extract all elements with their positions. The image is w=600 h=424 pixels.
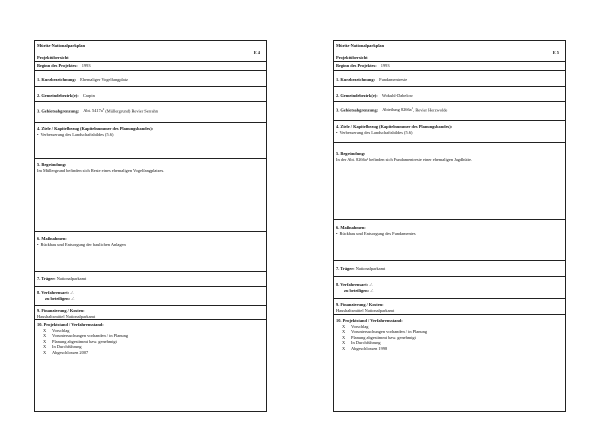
carrier-row xyxy=(35,272,266,287)
goals-row xyxy=(35,123,266,159)
short-name-label: 1. Kurzbezeichnung: xyxy=(37,77,77,82)
measures-item: • Rückbau und Entsorgung der baulichen Anlagen xyxy=(37,242,264,248)
status-text: Planung abgestimmt bzw. genehmigt xyxy=(52,338,117,344)
carrier-label: 7. Träger: xyxy=(37,276,56,281)
goals-row xyxy=(334,121,565,143)
project-sheet-e4 xyxy=(34,40,267,412)
status-text: Vorschlag xyxy=(52,327,70,333)
status-label: 10. Projektstand / Verfahrensstand: xyxy=(37,322,104,327)
procedure-value: ./. xyxy=(70,290,74,295)
participants-label: zu beteiligen: xyxy=(45,295,70,301)
measures-row xyxy=(35,232,266,272)
reason-row xyxy=(334,143,565,220)
area-sup: 1 xyxy=(411,106,414,110)
report-type: Projektübersicht xyxy=(336,55,368,60)
status-text: Abgeschlossen 1998 xyxy=(351,345,388,351)
status-item xyxy=(336,346,563,352)
participants-label: zu beteiligen: xyxy=(344,287,369,293)
area-value-a: Abt. 5417a xyxy=(83,108,103,114)
start-row xyxy=(334,62,565,71)
status-mark: X xyxy=(43,338,47,344)
reason-label: 5. Begründung: xyxy=(336,151,366,156)
short-name-value: Ehemaliger Vogelfangplatz xyxy=(80,77,128,82)
area-row xyxy=(334,102,565,121)
sheet-header xyxy=(334,41,565,62)
measures-label: 6. Maßnahmen: xyxy=(336,225,366,230)
status-mark: X xyxy=(43,327,47,333)
procedure-row xyxy=(35,287,266,306)
finance-row xyxy=(334,299,565,315)
area-value-b: , Revier Herzwolde xyxy=(413,107,448,113)
municipality-row xyxy=(334,87,565,102)
reason-text: Im Müllergrund befinden sich Reste eines ehemaligen Vogelfangplatzes. xyxy=(37,167,165,173)
short-name-label: 1. Kurzbezeichnung: xyxy=(336,77,376,82)
status-mark: X xyxy=(43,344,47,349)
status-mark: X xyxy=(342,329,346,334)
plan-title: Müritz-Nationalparkplan xyxy=(37,43,86,48)
status-mark: X xyxy=(342,323,346,329)
area-row xyxy=(35,102,266,123)
area-label: 3. Gebietsabgrenzung: xyxy=(37,108,80,114)
project-code: E 5 xyxy=(552,50,559,55)
status-text: Voruntersuchungen vorhanden / in Planung xyxy=(351,329,428,334)
short-name-row xyxy=(334,71,565,87)
participants-value: ./. xyxy=(71,295,75,301)
participants-value: ./. xyxy=(370,287,374,293)
finance-label: 9. Finanzierung / Kosten: xyxy=(336,302,384,307)
carrier-value: Nationalparkamt xyxy=(355,266,386,271)
procedure-label: 8. Verfahrensart: xyxy=(336,282,369,287)
start-year: 1993 xyxy=(81,63,91,68)
area-label: 3. Gebietsabgrenzung: xyxy=(336,107,379,113)
status-row xyxy=(35,320,266,356)
reason-row xyxy=(35,159,266,232)
area-value-a: Abteilung 8266a xyxy=(382,107,412,113)
carrier-row xyxy=(334,261,565,277)
status-mark: X xyxy=(342,345,346,351)
municipality-row xyxy=(35,87,266,102)
status-item xyxy=(37,350,264,356)
status-mark: X xyxy=(43,349,47,355)
carrier-label: 7. Träger: xyxy=(336,266,355,271)
finance-row xyxy=(35,306,266,320)
carrier-value: Nationalparkamt xyxy=(56,276,87,281)
status-row xyxy=(334,315,565,352)
status-mark: X xyxy=(342,334,346,340)
measures-row xyxy=(334,220,565,261)
status-text: Vorschlag xyxy=(351,323,369,329)
status-text: Abgeschlossen 2007 xyxy=(52,349,89,355)
goals-label: 4. Ziele / Kapitelbezug (Kapitelnummer des Planungsbandes): xyxy=(336,124,453,129)
start-row xyxy=(35,62,266,71)
start-label: Beginn des Projektes: xyxy=(336,63,377,68)
measures-label: 6. Maßnahmen: xyxy=(37,236,67,241)
status-label: 10. Projektstand / Verfahrensstand: xyxy=(336,318,403,323)
finance-value: Haushaltsmittel Nationalparkamt xyxy=(336,307,395,313)
municipality-label: 2. Gemeindebezirk(e): xyxy=(37,93,79,98)
procedure-row xyxy=(334,277,565,299)
short-name-row xyxy=(35,71,266,87)
status-text: In Durchführung xyxy=(52,344,82,349)
area-sup: 2 xyxy=(102,107,105,111)
measures-item: • Rückbau und Entsorgung des Fundamentes xyxy=(336,231,563,237)
report-type: Projektübersicht xyxy=(37,55,69,60)
finance-value: Haushaltsmittel Nationalparkamt xyxy=(37,313,96,319)
procedure-value: ./. xyxy=(369,282,373,287)
area-value-b: (Müllergrund) Revier Serrahn xyxy=(104,108,158,114)
reason-text: In der Abt. 8266a¹ befinden sich Fundamentreste einer ehemaligen Jagdhütte. xyxy=(336,156,473,162)
sheet-header xyxy=(35,41,266,62)
start-label: Beginn des Projektes: xyxy=(37,63,78,68)
status-mark: X xyxy=(342,340,346,345)
project-sheet-e5 xyxy=(333,40,566,412)
project-code: E 4 xyxy=(253,50,260,55)
municipality-value: Wokuhl-Dabelow xyxy=(381,93,413,98)
status-text: In Durchführung xyxy=(351,340,381,345)
procedure-label: 8. Verfahrensart: xyxy=(37,290,70,295)
start-year: 1993 xyxy=(380,63,390,68)
goals-item: • Verbesserung des Landschaftsbildes (5.6) xyxy=(336,130,563,136)
short-name-value: Fundamentreste xyxy=(379,77,408,82)
finance-label: 9. Finanzierung / Kosten: xyxy=(37,308,85,313)
plan-title: Müritz-Nationalparkplan xyxy=(336,43,385,48)
status-text: Planung abgestimmt bzw. genehmigt xyxy=(351,334,416,340)
municipality-value: Carpin xyxy=(82,93,95,98)
status-text: Voruntersuchungen vorhanden / in Planung xyxy=(52,333,129,338)
status-mark: X xyxy=(43,333,47,338)
municipality-label: 2. Gemeindebezirk(e): xyxy=(336,93,378,98)
goals-item: • Verbesserung des Landschaftsbildes (5.6) xyxy=(37,132,264,138)
goals-label: 4. Ziele / Kapitelbezug (Kapitelnummer des Planungsbandes): xyxy=(37,126,154,131)
reason-label: 5. Begründung: xyxy=(37,162,67,167)
